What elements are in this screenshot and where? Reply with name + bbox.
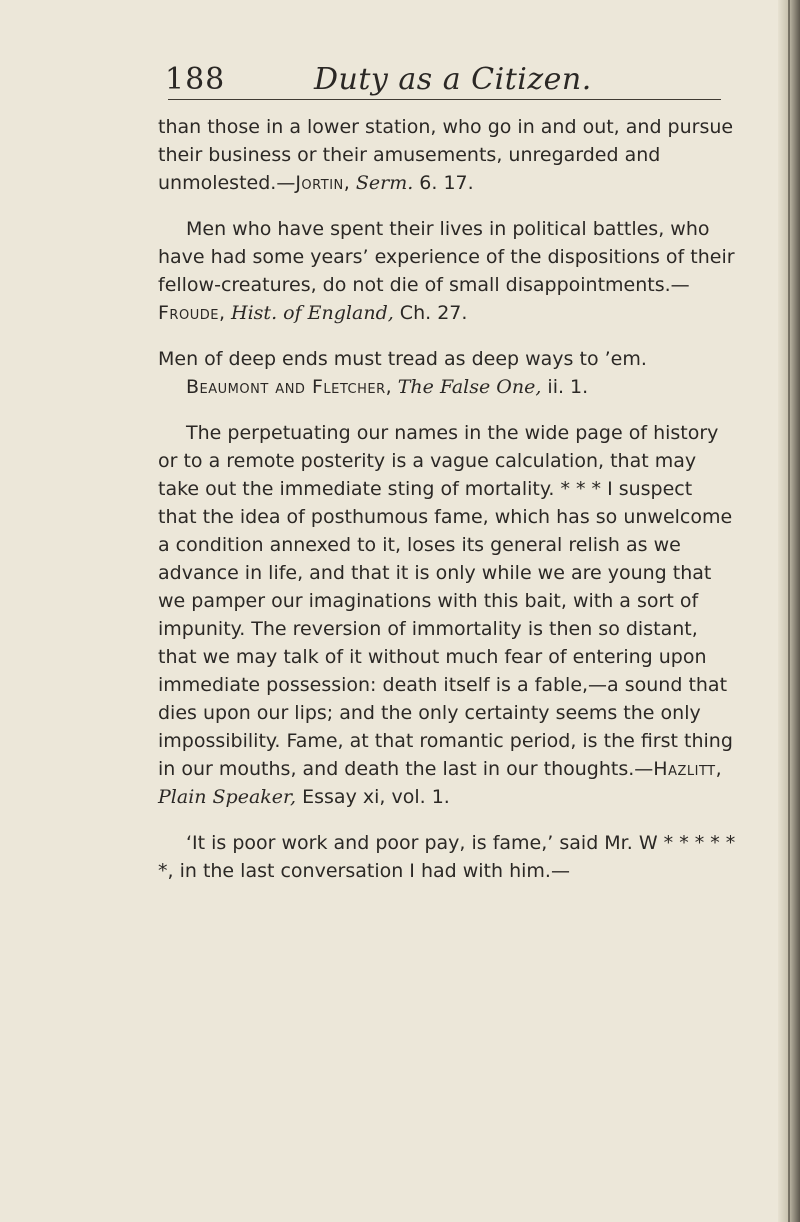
quote-text: than those in a lower station, who go in and out, and pursue their business or their amusements, unregarded and unmolested.— bbox=[158, 116, 734, 194]
page-body bbox=[158, 113, 736, 885]
quote-author: Hazlitt bbox=[653, 758, 716, 780]
page-header bbox=[165, 62, 725, 112]
quote-paragraph bbox=[158, 345, 736, 401]
quote-author: Jortin bbox=[295, 172, 344, 194]
quote-text: Men who have spent their lives in political battles, who have had some years’ experience of the dispositions of their fellow-creatures, do not die of small disappointments.— bbox=[158, 218, 735, 296]
binding-edge bbox=[788, 0, 790, 1222]
quote-text: ‘It is poor work and poor pay, is fame,’ said Mr. W * * * * * *, in the last conversation I had with him.— bbox=[158, 832, 736, 882]
quote-paragraph: The perpetuating our names in the wide page of history or to a remote posterity is a vague calculation, that may take out the immediate sting of mortality. * * * I suspect that the idea of posthumous fame, which has so unwelcome a condition annexed to it, loses its general relish as we advance in life, and that it is only while we are young that we pamper our imaginations with this bait, with a sort of impunity. The reversion of immortality is then so distant, that we may talk of it without much fear of entering upon immediate possession: death itself is a fable,—a sound that dies upon our lips; and the only certainty seems the only impossibility. Fame, at that romantic period, is the first thing in our mouths, and death the last in our thoughts.—Hazlitt, Plain Speaker, Essay xi, vol. 1. bbox=[158, 422, 733, 808]
quote-source-title: The False One, bbox=[397, 376, 542, 398]
quote-source-ref: Essay xi, vol. 1. bbox=[296, 786, 450, 808]
quote-text: The perpetuating our names in the wide page of history or to a remote posterity is a vague calculation, that may take out the immediate sting of mortality. * * * I suspect that the idea of posthumous fame, which has so unwelcome a condition annexed to it, loses its general relish as we advance in life, and that it is only while we are young that we pamper our imaginations with this bait, with a sort of impunity. The reversion of immortality is then so distant, that we may talk of it without much fear of entering upon immediate possession: death itself is a fable,—a sound that dies upon our lips; and the only certainty seems the only impossibility. Fame, at that romantic period, is the first thing in our mouths, and death the last in our thoughts.— bbox=[158, 422, 733, 780]
quote-text: Men of deep ends must tread as deep ways to ’em. bbox=[158, 348, 647, 370]
quote-source-ref: Ch. 27. bbox=[393, 302, 468, 324]
quote-paragraph bbox=[158, 829, 736, 885]
quote-author: Beaumont and Fletcher bbox=[186, 376, 386, 398]
quote-attribution: Beaumont and Fletcher, The False One, ii. 1. bbox=[186, 376, 589, 398]
quote-paragraph: than those in a lower station, who go in and out, and pursue their business or their amusements, unregarded and unmolested.—Jortin, Serm. 6. 17. bbox=[158, 116, 734, 194]
quote-source-title: Serm. bbox=[355, 172, 414, 194]
quote-paragraph: Men who have spent their lives in political battles, who have had some years’ experience of the dispositions of their fellow-creatures, do not die of small disappointments.—Froude, Hist. of England, Ch. 27. bbox=[158, 218, 735, 324]
page-number: 188 bbox=[165, 62, 226, 97]
quote-source-ref: ii. 1. bbox=[541, 376, 589, 398]
quote-source-title: Plain Speaker, bbox=[158, 786, 297, 808]
quote-source-ref: 6. 17. bbox=[413, 172, 474, 194]
header-rule bbox=[168, 99, 721, 100]
running-head: Duty as a Citizen. bbox=[314, 62, 592, 97]
quote-source-title: Hist. of England, bbox=[231, 302, 394, 324]
quote-author: Froude bbox=[158, 302, 219, 324]
